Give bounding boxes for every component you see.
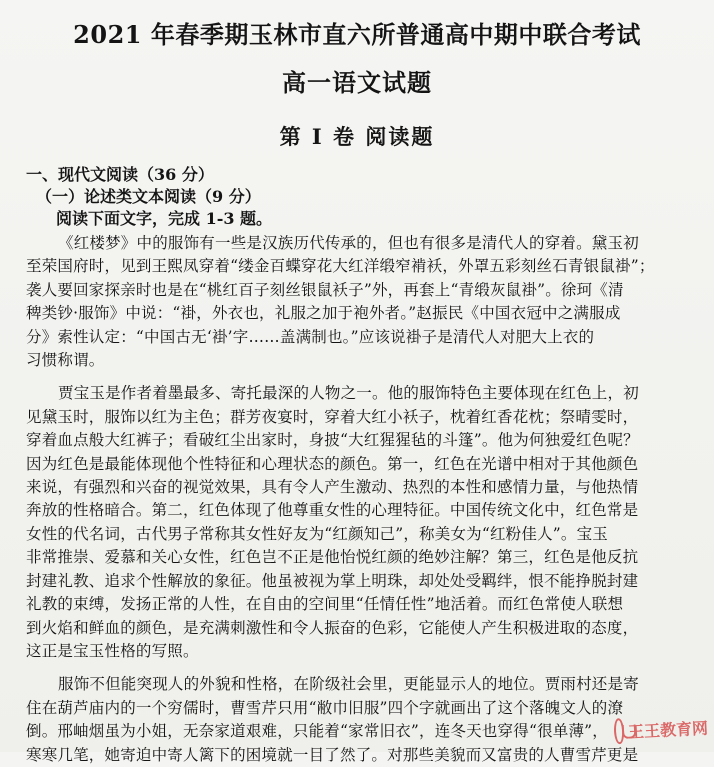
passage-line: 封建礼教、追求个性解放的象征。他虽被视为掌上明珠，却处处受羁绊，恨不能挣脱封建 [26,571,639,590]
passage-line: 贾宝玉是作者着墨最多、寄托最深的人物之一。他的服饰特色主要体现在红色上，初 [58,384,639,403]
watermark-logo [613,708,709,751]
passage-line: 非常推崇、爱慕和关心女性，红色岂不正是他怡悦红颜的绝妙注解？第三，红色是他反抗 [26,548,639,567]
passage-line: 袭人要回家探亲时也是在“桃红百子刻丝银鼠袄子”外，再套上“青缎灰鼠褂”。徐珂《清 [26,280,624,299]
passage-line: 习惯称谓。 [26,351,105,370]
exam-subtitle: 高一语文试题 [282,68,432,97]
paragraph-1 [26,232,688,372]
subsection-heading: （一）论述类文本阅读（9 分） [36,187,261,206]
passage-line: 穿着血点般大红裤子；看破红尘出家时，身披“大红猩猩毡的斗篷”。他为何独爱红色呢？ [26,431,639,450]
paragraph-3 [26,673,688,767]
section-heading: 一、现代文阅读（36 分） [26,165,214,184]
part-title: 第 I 卷 阅读题 [279,124,435,149]
passage-line: 分》索性认定：“中国古无‘褂’字……盖满制也。”应该说褂子是清代人对肥大上衣的 [26,327,595,346]
passage-line: 《红楼梦》中的服饰有一些是汉族历代传承的，但也有很多是清代人的穿着。黛玉初 [58,234,639,252]
exam-title: 2021 年春季期玉林市直六所普通高中期中联合考试 [73,20,641,49]
passage-line: 因为红色是最能体现他个性特征和心理状态的颜色。第一，红色在光谱中相对于其他颜色 [26,454,639,473]
passage-line: 礼教的束缚，发扬正常的人性，在自由的空间里“任情任性”地活着。而红色常使人联想 [26,595,624,614]
passage-line: 奔放的性格暗合。第二，红色体现了他尊重女性的心理特征。中国传统文化中，红色常是 [26,501,639,520]
passage-line: 见黛玉时，服饰以红为主色；群芳夜宴时，穿着大红小袄子，枕着红香花枕；祭晴雯时， [26,407,639,426]
passage-line: 到火焰和鲜血的颜色，是充满刺激性和令人振奋的色彩，它能使人产生积极进取的态度， [26,618,639,637]
passage-line: 寒寒几笔，她寄迫中寄人篱下的困境就一目了然了。对那些美貌而又富贵的人曹雪芹更是 [26,745,639,764]
passage-line: 住在葫芦庙内的一个穷儒时，曹雪芹只用“敝巾旧服”四个字就画出了这个落魄文人的潦 [26,698,624,717]
paragraph-2 [26,382,688,663]
watermark-text: 王王教育网 [627,720,709,742]
passage-line: 倒。邢岫烟虽为小姐，无奈家道艰难，只能着“家常旧衣”，连冬天也穿得“很单薄”， [26,722,608,741]
passage-line: 至荣国府时，见到王熙凤穿着“缕金百蝶穿花大红洋缎窄褃袄，外罩五彩刻丝石青银鼠褂”； [26,257,655,276]
reading-instruction: 阅读下面文字，完成 1-3 题。 [56,209,273,228]
passage-line: 女性的代名词，古代男子常称其女性好友为“红颜知己”，称美女为“红粉佳人”。宝玉 [26,524,608,543]
reading-passage [26,232,688,767]
passage-line: 这正是宝玉性格的写照。 [26,641,199,660]
seal-icon [613,718,624,744]
passage-line: 稗类钞·服饰》中说：“褂，外衣也，礼服之加于袍外者。”赵振民《中国衣冠中之满服成 [26,304,621,323]
passage-line: 来说，有强烈和兴奋的视觉效果，具有令人产生激动、热烈的本性和感情力量，与他热情 [26,478,639,497]
passage-line: 服饰不但能突现人的外貌和性格，在阶级社会里，更能显示人的地位。贾雨村还是寄 [58,675,639,694]
